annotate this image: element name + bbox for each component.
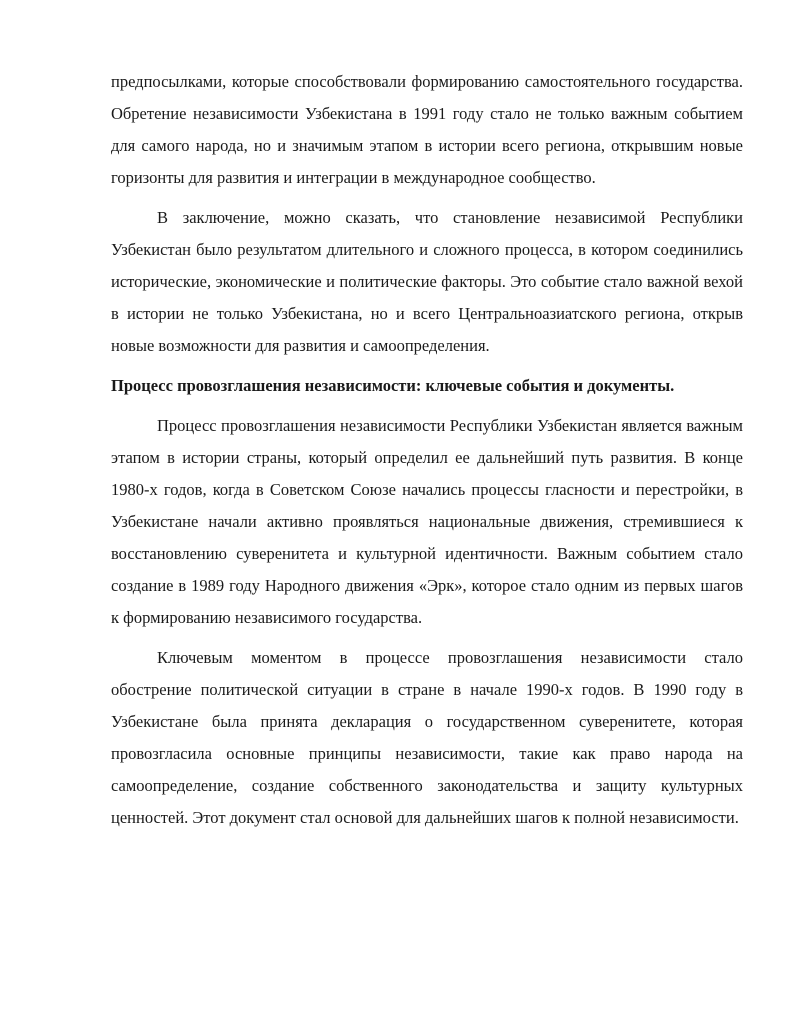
section-heading: Процесс провозглашения независимости: ключевые события и документы.	[111, 376, 675, 395]
paragraph-key-moment: Ключевым моментом в процессе провозглашения независимости стало обострение политической ситуации в стране в начале 1990-х годов. В 1990 году в Узбекистане была принята декларация о государственном суверенитете, которая провозгласила основные принципы независимости, такие как право народа на самоопределение, создание собственного законодательства и защиту культурных ценностей. Этот документ стал основой для дальнейших шагов к полной независимости.	[111, 648, 743, 827]
paragraph-independence-process: Процесс провозглашения независимости Республики Узбекистан является важным этапом в истории страны, который определил ее дальнейший путь развития. В конце 1980-х годов, когда в Советском Союзе начались процессы гласности и перестройки, в Узбекистане начали активно проявляться национальные движения, стремившиеся к восстановлению суверенитета и культурной идентичности. Важным событием стало создание в 1989 году Народного движения «Эрк», которое стало одним из первых шагов к формированию независимого государства.	[111, 416, 743, 627]
document-page	[111, 66, 743, 842]
paragraph-continuation: предпосылками, которые способствовали формированию самостоятельного государства. Обретение независимости Узбекистана в 1991 году стало не только важным событием для самого народа, но и значимым этапом в истории всего региона, открывшим новые горизонты для развития и интеграции в международное сообщество.	[111, 72, 743, 187]
paragraph-conclusion: В заключение, можно сказать, что становление независимой Республики Узбекистан было результатом длительного и сложного процесса, в котором соединились исторические, экономические и политические факторы. Это событие стало важной вехой в истории не только Узбекистана, но и всего Центральноазиатского региона, открыв новые возможности для развития и самоопределения.	[111, 208, 743, 355]
